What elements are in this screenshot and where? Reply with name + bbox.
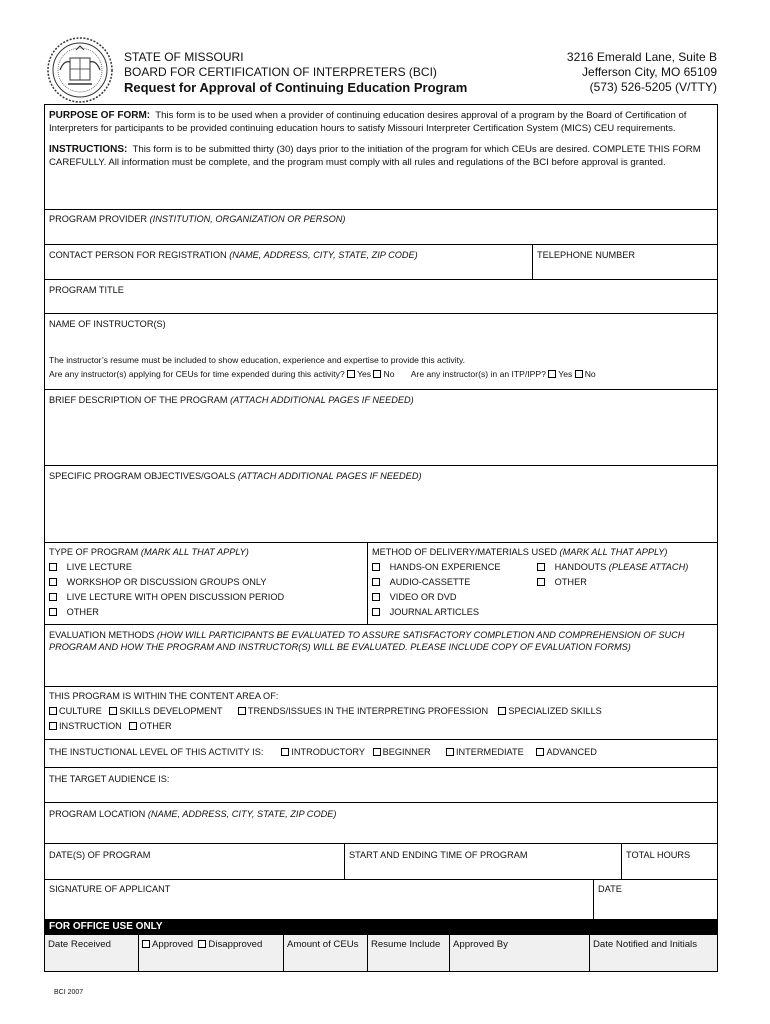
- handouts-option: [537, 561, 688, 573]
- location-field[interactable]: [49, 808, 336, 820]
- specialized-skills-checkbox[interactable]: [498, 707, 506, 715]
- program-type-hint: (MARK ALL THAT APPLY): [140, 547, 249, 557]
- lecture-discussion-checkbox[interactable]: [49, 593, 57, 601]
- instructors-field[interactable]: [49, 318, 166, 330]
- resume-include-cell: [367, 935, 449, 971]
- divider: [45, 686, 717, 687]
- audio-cassette-checkbox[interactable]: [372, 578, 380, 586]
- objectives-hint: (ATTACH ADDITIONAL PAGES IF NEEDED): [237, 471, 422, 481]
- beginner-checkbox[interactable]: [373, 748, 381, 756]
- delivery-option-label: JOURNAL ARTICLES: [389, 607, 480, 617]
- divider: [593, 879, 594, 919]
- delivery-option-label: VIDEO OR DVD: [389, 592, 457, 602]
- trends-label: TRENDS/ISSUES IN THE INTERPRETING PROFESSION: [247, 706, 489, 716]
- delivery-option-label: HANDS-ON EXPERIENCE: [389, 562, 501, 572]
- instructor-questions: [49, 368, 596, 380]
- state-name: STATE OF MISSOURI: [124, 50, 244, 64]
- description-label: BRIEF DESCRIPTION OF THE PROGRAM: [49, 395, 228, 405]
- disapproved-label: Disapproved: [208, 939, 263, 950]
- divider: [45, 542, 717, 543]
- specialized-skills-label: SPECIALIZED SKILLS: [508, 706, 602, 716]
- date-notified-label: Date Notified and Initials: [593, 939, 697, 950]
- form-title: Request for Approval of Continuing Education Program: [124, 80, 468, 95]
- location-hint: (NAME, ADDRESS, CITY, STATE, ZIP CODE): [147, 809, 337, 819]
- times-field[interactable]: [349, 849, 528, 861]
- divider: [45, 244, 717, 245]
- telephone-label: TELEPHONE NUMBER: [537, 250, 636, 260]
- beginner-label: BEGINNER: [382, 747, 431, 757]
- instructions-paragraph: [49, 143, 713, 169]
- board-name: BOARD FOR CERTIFICATION OF INTERPRETERS (BCI): [124, 65, 437, 79]
- resume-include-label: Resume Include: [371, 939, 441, 950]
- contact-field[interactable]: [49, 249, 418, 261]
- introductory-label: INTRODUCTORY: [291, 747, 365, 757]
- intermediate-label: INTERMEDIATE: [455, 747, 524, 757]
- dates-field[interactable]: [49, 849, 150, 861]
- agency-phone: (573) 526-5205 (V/TTY): [589, 80, 717, 94]
- ceu-question: Are any instructor(s) applying for CEUs for time expended during this activity?: [49, 369, 345, 379]
- divider: [367, 542, 368, 624]
- instructions-text: This form is to be submitted thirty (30) days prior to the initiation of the program for which CEUs are desired. COMPLETE THIS FORM CAREFULLY. All information must be complete, and the program must comply with all rules and regulations of the BCI before approval is granted.: [49, 144, 701, 168]
- type-option-label: LIVE LECTURE WITH OPEN DISCUSSION PERIOD: [66, 592, 285, 602]
- content-other-checkbox[interactable]: [129, 722, 137, 730]
- purpose-text: This form is to be used when a provider of continuing education desires approval of a program by the Board of Certification of Interpreters for participants to be provided continuing education hours to satisfy Missouri Interpreter Certification System (MICS) CEU requirements.: [49, 110, 687, 134]
- address-line1: 3216 Emerald Lane, Suite B: [566, 50, 717, 64]
- audience-field[interactable]: [49, 773, 169, 785]
- evaluation-label: EVALUATION METHODS: [49, 630, 155, 640]
- journal-articles-checkbox[interactable]: [372, 608, 380, 616]
- form-code: BCI 2007: [54, 989, 84, 996]
- delivery-section: [372, 546, 714, 618]
- divider: [45, 843, 717, 844]
- instructions-heading: INSTRUCTIONS:: [49, 144, 128, 155]
- amount-ceus-cell: [283, 935, 367, 971]
- type-option-label: WORKSHOP OR DISCUSSION GROUPS ONLY: [66, 577, 267, 587]
- office-use-heading: FOR OFFICE USE ONLY: [45, 919, 717, 935]
- divider: [45, 389, 717, 390]
- video-dvd-checkbox[interactable]: [372, 593, 380, 601]
- instruction-label: INSTRUCTION: [59, 721, 122, 731]
- objectives-field[interactable]: [49, 470, 422, 482]
- address-line2: Jefferson City, MO 65109: [582, 65, 717, 79]
- evaluation-field[interactable]: [49, 629, 713, 653]
- ceu-yes-label: Yes: [357, 369, 372, 379]
- approved-checkbox[interactable]: [142, 940, 150, 948]
- divider: [45, 279, 717, 280]
- delivery-label: METHOD OF DELIVERY/MATERIALS USED: [372, 547, 557, 557]
- live-lecture-checkbox[interactable]: [49, 563, 57, 571]
- itp-yes-label: Yes: [558, 369, 573, 379]
- amount-ceus-label: Amount of CEUs: [287, 939, 359, 950]
- disapproved-checkbox[interactable]: [198, 940, 206, 948]
- application-form: [44, 104, 718, 972]
- date-received-cell: [45, 935, 138, 971]
- itp-yes-checkbox[interactable]: [548, 370, 556, 378]
- skills-development-label: SKILLS DEVELOPMENT: [119, 706, 223, 716]
- description-hint: (ATTACH ADDITIONAL PAGES IF NEEDED): [230, 395, 414, 405]
- audience-label: THE TARGET AUDIENCE IS:: [49, 774, 170, 784]
- ceu-yes-checkbox[interactable]: [347, 370, 355, 378]
- content-area-label: THIS PROGRAM IS WITHIN THE CONTENT AREA OF:: [49, 691, 279, 701]
- provider-hint: (INSTITUTION, ORGANIZATION OR PERSON): [149, 214, 346, 224]
- delivery-hint: (MARK ALL THAT APPLY): [559, 547, 668, 557]
- signature-date-label: DATE: [598, 884, 622, 894]
- objectives-label: SPECIFIC PROGRAM OBJECTIVES/GOALS: [49, 471, 236, 481]
- program-type-section: [49, 546, 284, 618]
- delivery-other-option: [537, 576, 587, 588]
- divider: [45, 624, 717, 625]
- intro-section: [49, 109, 713, 169]
- culture-label: CULTURE: [59, 706, 102, 716]
- hours-label: TOTAL HOURS: [626, 850, 691, 860]
- provider-label: PROGRAM PROVIDER: [49, 214, 148, 224]
- trends-checkbox[interactable]: [238, 707, 246, 715]
- divider: [344, 843, 345, 879]
- workshop-checkbox[interactable]: [49, 578, 57, 586]
- culture-checkbox[interactable]: [49, 707, 57, 715]
- approved-by-cell: [449, 935, 589, 971]
- evaluation-hint: (HOW WILL PARTICIPANTS BE EVALUATED TO ASSURE SATISFACTORY COMPLETION AND COMPREHENSION OF SUCH PROGRAM AND HOW THE PROGRAM AND INSTRUCTOR(S) WILL BE EVALUATED. PLEASE INCLUDE COPY OF EVALUATION FORMS): [49, 630, 685, 652]
- state-seal-icon: [46, 36, 114, 104]
- contact-label: CONTACT PERSON FOR REGISTRATION: [49, 250, 227, 260]
- skills-development-checkbox[interactable]: [109, 707, 117, 715]
- signature-label: SIGNATURE OF APPLICANT: [49, 884, 171, 894]
- contact-hint: (NAME, ADDRESS, CITY, STATE, ZIP CODE): [229, 250, 418, 260]
- ceu-no-label: No: [383, 369, 395, 379]
- instructors-label: NAME OF INSTRUCTOR(S): [49, 319, 166, 329]
- program-type-label: TYPE OF PROGRAM: [49, 547, 139, 557]
- times-label: START AND ENDING TIME OF PROGRAM: [349, 850, 528, 860]
- signature-field[interactable]: [49, 883, 170, 895]
- date-received-label: Date Received: [48, 939, 111, 950]
- handouts-label: HANDOUTS: [554, 562, 607, 572]
- delivery-other-label: OTHER: [554, 577, 587, 587]
- intermediate-checkbox[interactable]: [446, 748, 454, 756]
- advanced-label: ADVANCED: [546, 747, 597, 757]
- handouts-checkbox[interactable]: [537, 563, 545, 571]
- type-other-checkbox[interactable]: [49, 608, 57, 616]
- advanced-checkbox[interactable]: [536, 748, 544, 756]
- description-field[interactable]: [49, 394, 414, 406]
- level-section: [49, 746, 597, 758]
- delivery-option-label: AUDIO-CASSETTE: [389, 577, 471, 587]
- level-label: THE INSTUCTIONAL LEVEL OF THIS ACTIVITY IS:: [49, 747, 264, 757]
- dates-label: DATE(S) OF PROGRAM: [49, 850, 151, 860]
- date-notified-cell: [589, 935, 717, 971]
- type-option-label: OTHER: [66, 607, 99, 617]
- purpose-paragraph: [49, 109, 713, 135]
- itp-no-label: No: [584, 369, 596, 379]
- approved-label: Approved: [152, 939, 194, 950]
- introductory-checkbox[interactable]: [281, 748, 289, 756]
- divider: [45, 739, 717, 740]
- hours-field[interactable]: [626, 849, 690, 861]
- delivery-other-checkbox[interactable]: [537, 578, 545, 586]
- approved-by-label: Approved By: [453, 939, 508, 950]
- divider: [45, 879, 717, 880]
- program-title-label: PROGRAM TITLE: [49, 285, 124, 295]
- purpose-heading: PURPOSE OF FORM:: [49, 110, 151, 121]
- location-label: PROGRAM LOCATION: [49, 809, 146, 819]
- ceu-no-checkbox[interactable]: [373, 370, 381, 378]
- type-option-label: LIVE LECTURE: [66, 562, 133, 572]
- agency-header: [124, 50, 467, 95]
- content-area-section: [49, 690, 602, 732]
- telephone-field[interactable]: [537, 249, 635, 261]
- divider: [45, 802, 717, 803]
- handouts-hint: (PLEASE ATTACH): [608, 562, 689, 572]
- approval-cell: [138, 935, 283, 971]
- divider: [45, 313, 717, 314]
- divider: [532, 244, 533, 279]
- program-title-field[interactable]: [49, 284, 124, 296]
- itp-question: Are any instructor(s) in an ITP/IPP?: [410, 369, 546, 379]
- signature-date-field[interactable]: [598, 883, 622, 895]
- divider: [45, 465, 717, 466]
- provider-field[interactable]: [49, 213, 345, 225]
- itp-no-checkbox[interactable]: [575, 370, 583, 378]
- agency-address: [567, 50, 717, 95]
- divider: [45, 209, 717, 210]
- divider: [621, 843, 622, 879]
- content-other-label: OTHER: [139, 721, 172, 731]
- resume-note: The instructor’s resume must be included to show education, experience and expertise to provide this activity.: [49, 355, 466, 365]
- instruction-checkbox[interactable]: [49, 722, 57, 730]
- divider: [45, 767, 717, 768]
- hands-on-checkbox[interactable]: [372, 563, 380, 571]
